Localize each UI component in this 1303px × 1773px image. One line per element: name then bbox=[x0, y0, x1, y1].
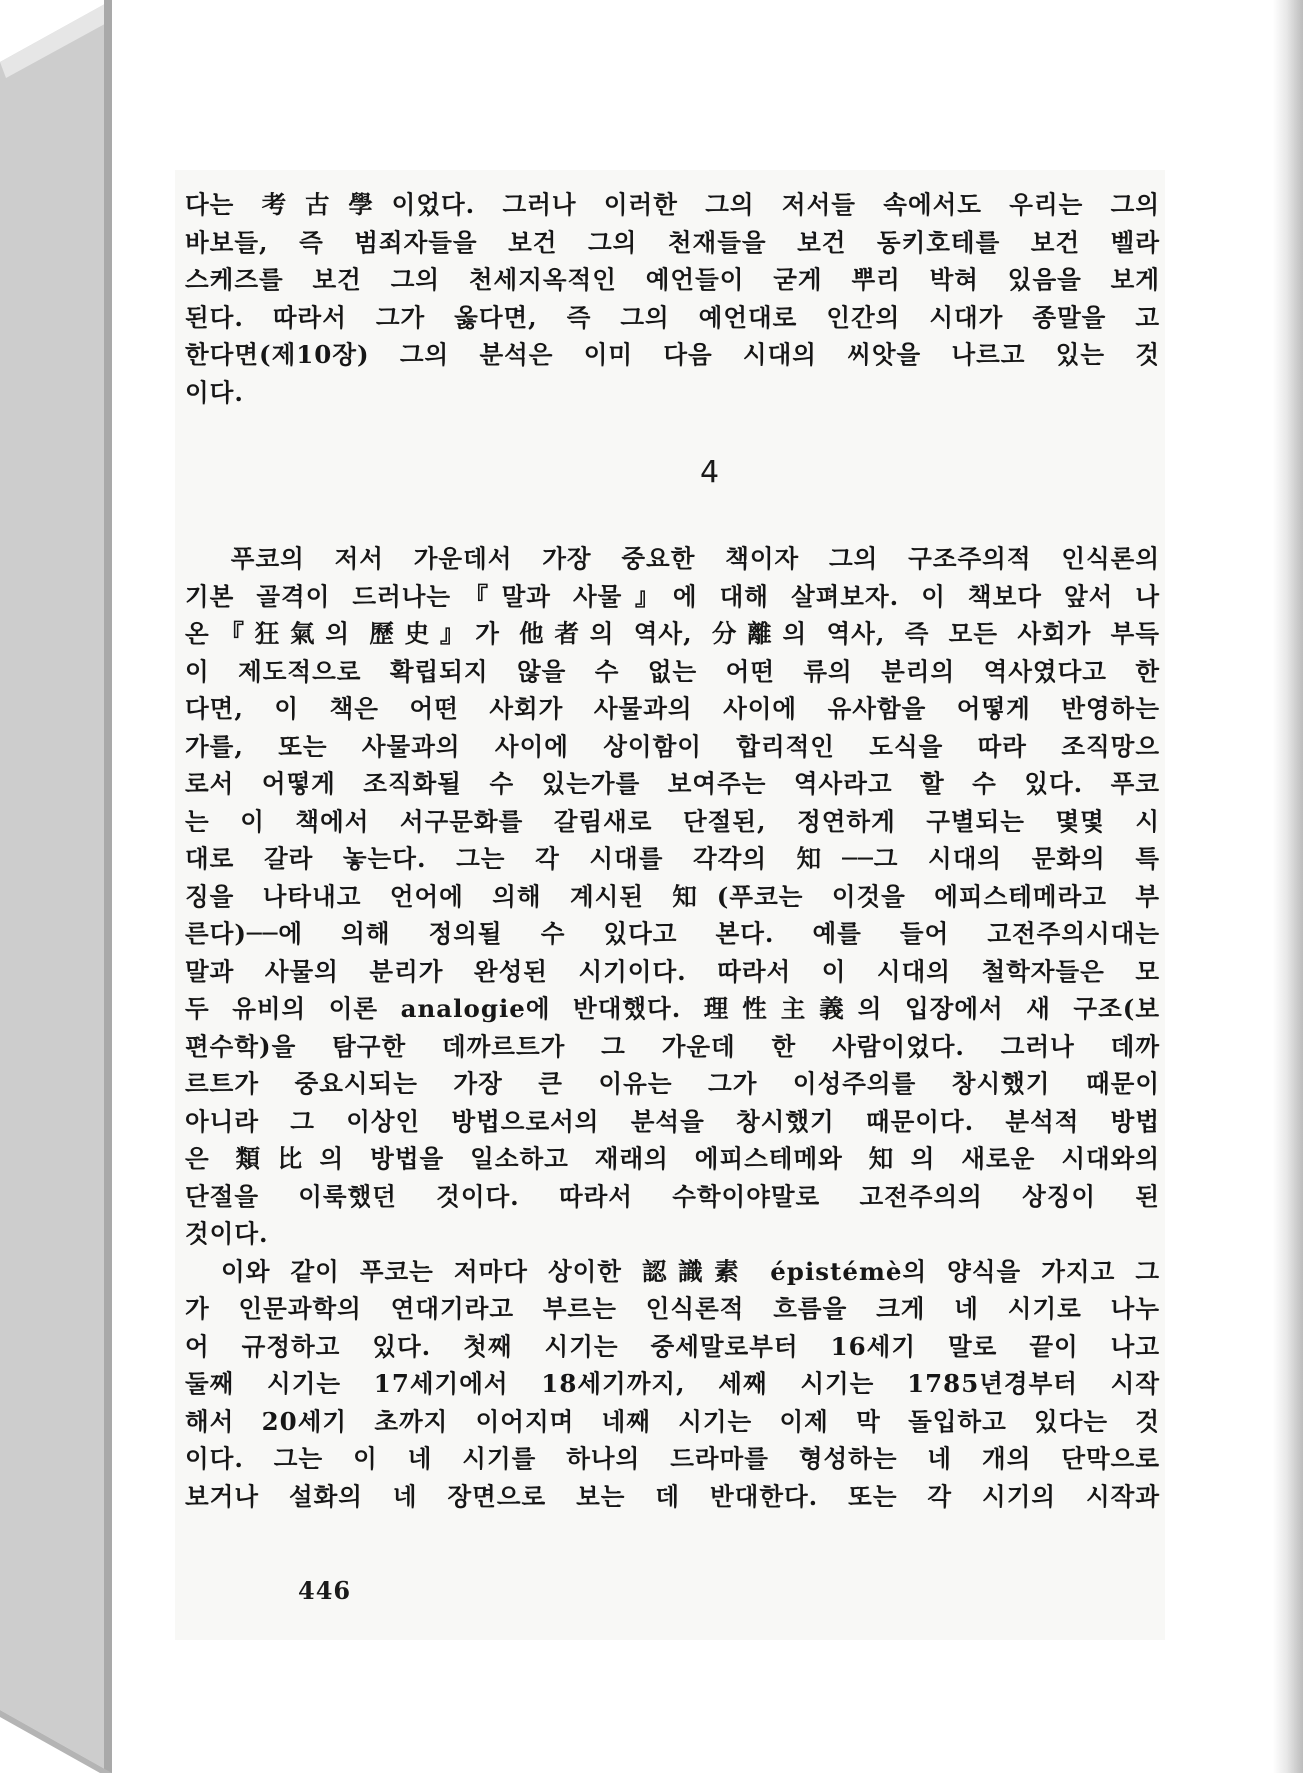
text-line: 기본 골격이 드러나는『말과 사물』에 대해 살펴보자. 이 책보다 앞서 나 bbox=[185, 581, 1160, 611]
text-line: 이와 같이 푸코는 저마다 상이한 認識素 épistémè의 양식을 가지고 그 bbox=[185, 1256, 1160, 1286]
book-spine bbox=[0, 0, 112, 1773]
page-edge-shadow bbox=[1273, 0, 1303, 1773]
text-line: 해서 20세기 초까지 이어지며 네째 시기는 이제 막 돌입하고 있다는 것 bbox=[185, 1406, 1160, 1436]
text-line: 은 類比의 방법을 일소하고 재래의 에피스테메와 知의 새로운 시대와의 bbox=[185, 1144, 1160, 1173]
text-line: 말과 사물의 분리가 완성된 시기이다. 따라서 이 시대의 철학자들은 모 bbox=[185, 956, 1160, 986]
section-number: 4 bbox=[700, 455, 720, 490]
text-line: 가 인문과학의 연대기라고 부르는 인식론적 흐름을 크게 네 시기로 나누 bbox=[185, 1294, 1160, 1323]
paragraph-main bbox=[185, 540, 1160, 1515]
text-line: 아니라 그 이상인 방법으로서의 분석을 창시했기 때문이다. 분석적 방법 bbox=[185, 1106, 1160, 1136]
text-line: 다면, 이 책은 어떤 사회가 사물과의 사이에 유사함을 어떻게 반영하는 bbox=[185, 694, 1160, 723]
text-line: 는 이 책에서 서구문화를 갈림새로 단절된, 정연하게 구별되는 몇몇 시 bbox=[185, 806, 1160, 836]
text-line: 단절을 이룩했던 것이다. 따라서 수학이야말로 고전주의의 상징이 된 bbox=[185, 1181, 1160, 1211]
text-line: 이다. bbox=[185, 377, 244, 407]
text-line: 푸코의 저서 가운데서 가장 중요한 책이자 그의 구조주의적 인식론의 bbox=[185, 544, 1160, 573]
text-line: 둘째 시기는 17세기에서 18세기까지, 세째 시기는 1785년경부터 시작 bbox=[185, 1369, 1160, 1398]
text-line: 른다)──에 의해 정의될 수 있다고 본다. 예를 들어 고전주의시대는 bbox=[185, 919, 1160, 948]
text-line: 다는 考古學이었다. 그러나 이러한 그의 저서들 속에서도 우리는 그의 bbox=[185, 190, 1160, 219]
text-line: 이 제도적으로 확립되지 않을 수 없는 어떤 류의 분리의 역사였다고 한 bbox=[185, 656, 1160, 686]
text-line: 징을 나타내고 언어에 의해 계시된 知(푸코는 이것을 에피스테메라고 부 bbox=[185, 881, 1160, 911]
text-line: 편수학)을 탐구한 데까르트가 그 가운데 한 사람이었다. 그러나 데까 bbox=[185, 1031, 1160, 1061]
text-line: 가를, 또는 사물과의 사이에 상이함이 합리적인 도식을 따라 조직망으 bbox=[185, 731, 1160, 761]
paragraph-top bbox=[185, 186, 1160, 411]
text-line: 어 규정하고 있다. 첫째 시기는 중세말로부터 16세기 말로 끝이 나고 bbox=[185, 1331, 1160, 1361]
text-line: 스케즈를 보건 그의 천세지옥적인 예언들이 굳게 뿌리 박혀 있음을 보게 bbox=[185, 265, 1160, 294]
text-line: 이다. 그는 이 네 시기를 하나의 드라마를 형성하는 네 개의 단막으로 bbox=[185, 1444, 1160, 1473]
text-line: 대로 갈라 놓는다. 그는 각 시대를 각각의 知──그 시대의 문화의 특 bbox=[185, 844, 1160, 873]
text-line: 된다. 따라서 그가 옳다면, 즉 그의 예언대로 인간의 시대가 종말을 고 bbox=[185, 302, 1160, 332]
text-line: 바보들, 즉 범죄자들을 보건 그의 천재들을 보건 동키호테를 보건 벨라 bbox=[185, 227, 1160, 257]
text-line: 두 유비의 이론 analogie에 반대했다. 理性主義의 입장에서 새 구조(보 bbox=[185, 994, 1160, 1023]
text-line: 르트가 중요시되는 가장 큰 이유는 그가 이성주의를 창시했기 때문이 bbox=[185, 1069, 1160, 1098]
text-line: 온『狂氣의 歷史』가 他者의 역사, 分離의 역사, 즉 모든 사회가 부득 bbox=[185, 619, 1160, 648]
page-number: 446 bbox=[298, 1576, 352, 1605]
text-line: 한다면(제10장) 그의 분석은 이미 다음 시대의 씨앗을 나르고 있는 것 bbox=[185, 340, 1160, 369]
text-line: 것이다. bbox=[185, 1219, 269, 1248]
text-line: 보거나 설화의 네 장면으로 보는 데 반대한다. 또는 각 시기의 시작과 bbox=[185, 1481, 1160, 1511]
text-line: 로서 어떻게 조직화될 수 있는가를 보여주는 역사라고 할 수 있다. 푸코 bbox=[185, 769, 1160, 798]
